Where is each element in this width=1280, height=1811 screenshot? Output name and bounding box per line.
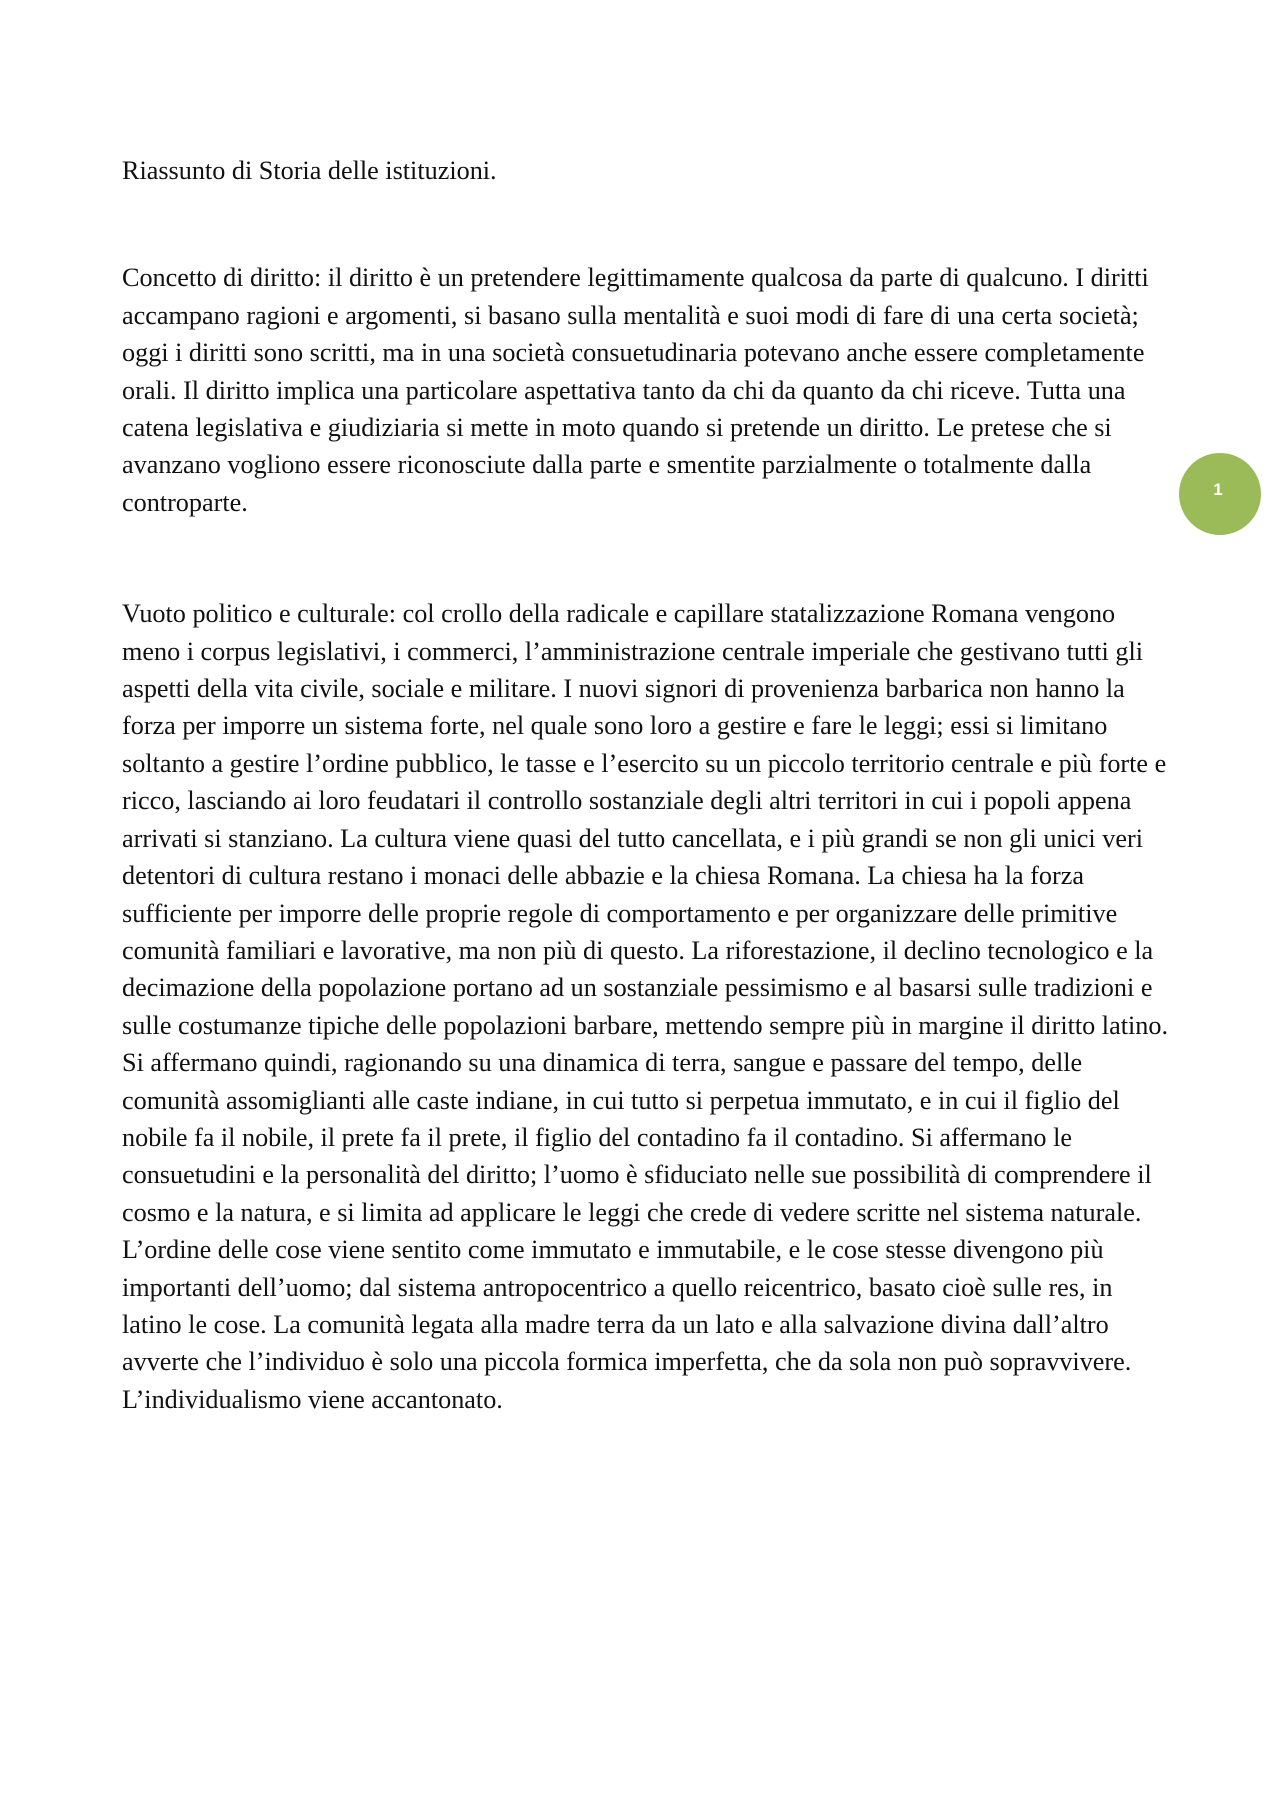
- document-title: Riassunto di Storia delle istituzioni.: [122, 156, 497, 185]
- document-body: [122, 152, 1172, 1418]
- page-number-badge: [1179, 453, 1261, 535]
- page-number: 1: [1213, 480, 1223, 499]
- paragraph-vuoto-politico: Vuoto politico e culturale: col crollo della radicale e capillare statalizzazione Romana vengono meno i corpus legislativi, i commerci, l’amministrazione centrale imperiale che gestivano tutti gli aspetti della vita civile, sociale e militare. I nuovi signori di provenienza barbarica non hanno la forza per imporre un sistema forte, nel quale sono loro a gestire e fare le leggi; essi si limitano soltanto a gestire l’ordine pubblico, le tasse e l’esercito su un piccolo territorio centrale e più forte e ricco, lasciando ai loro feudatari il controllo sostanziale degli altri territori in cui i popoli appena arrivati si stanziano. La cultura viene quasi del tutto cancellata, e i più grandi se non gli unici veri detentori di cultura restano i monaci delle abbazie e la chiesa Romana. La chiesa ha la forza sufficiente per imporre delle proprie regole di comportamento e per organizzare delle primitive comunità familiari e lavorative, ma non più di questo. La riforestazione, il declino tecnologico e la decimazione della popolazione portano ad un sostanziale pessimismo e al basarsi sulle tradizioni e sulle costumanze tipiche delle popolazioni barbare, mettendo sempre più in margine il diritto latino. Si affermano quindi, ragionando su una dinamica di terra, sangue e passare del tempo, delle comunità assomiglianti alle caste indiane, in cui tutto si perpetua immutato, e in cui il figlio del nobile fa il nobile, il prete fa il prete, il figlio del contadino fa il contadino. Si affermano le consuetudini e la personalità del diritto; l’uomo è sfiduciato nelle sue possibilità di comprendere il cosmo e la natura, e si limita ad applicare le leggi che crede di vedere scritte nel sistema naturale. L’ordine delle cose viene sentito come immutato e immutabile, e le cose stesse divengono più importanti dell’uomo; dal sistema antropocentrico a quello reicentrico, basato cioè sulle res, in latino le cose. La comunità legata alla madre terra da un lato e alla salvazione divina dall’altro avverte che l’individuo è solo una piccola formica imperfetta, che da sola non può sopravvivere. L’individualismo viene accantonato.: [122, 599, 1168, 1414]
- paragraph-concetto-di-diritto: Concetto di diritto: il diritto è un pretendere legittimamente qualcosa da parte di qualcuno. I diritti accampano ragioni e argomenti, si basano sulla mentalità e suoi modi di fare di una certa società; oggi i diritti sono scritti, ma in una società consuetudinaria potevano anche essere completamente orali. Il diritto implica una particolare aspettativa tanto da chi da quanto da chi riceve. Tutta una catena legislativa e giudiziaria si mette in moto quando si pretende un diritto. Le pretese che si avanzano vogliono essere riconosciute dalla parte e smentite parzialmente o totalmente dalla controparte.: [122, 263, 1149, 517]
